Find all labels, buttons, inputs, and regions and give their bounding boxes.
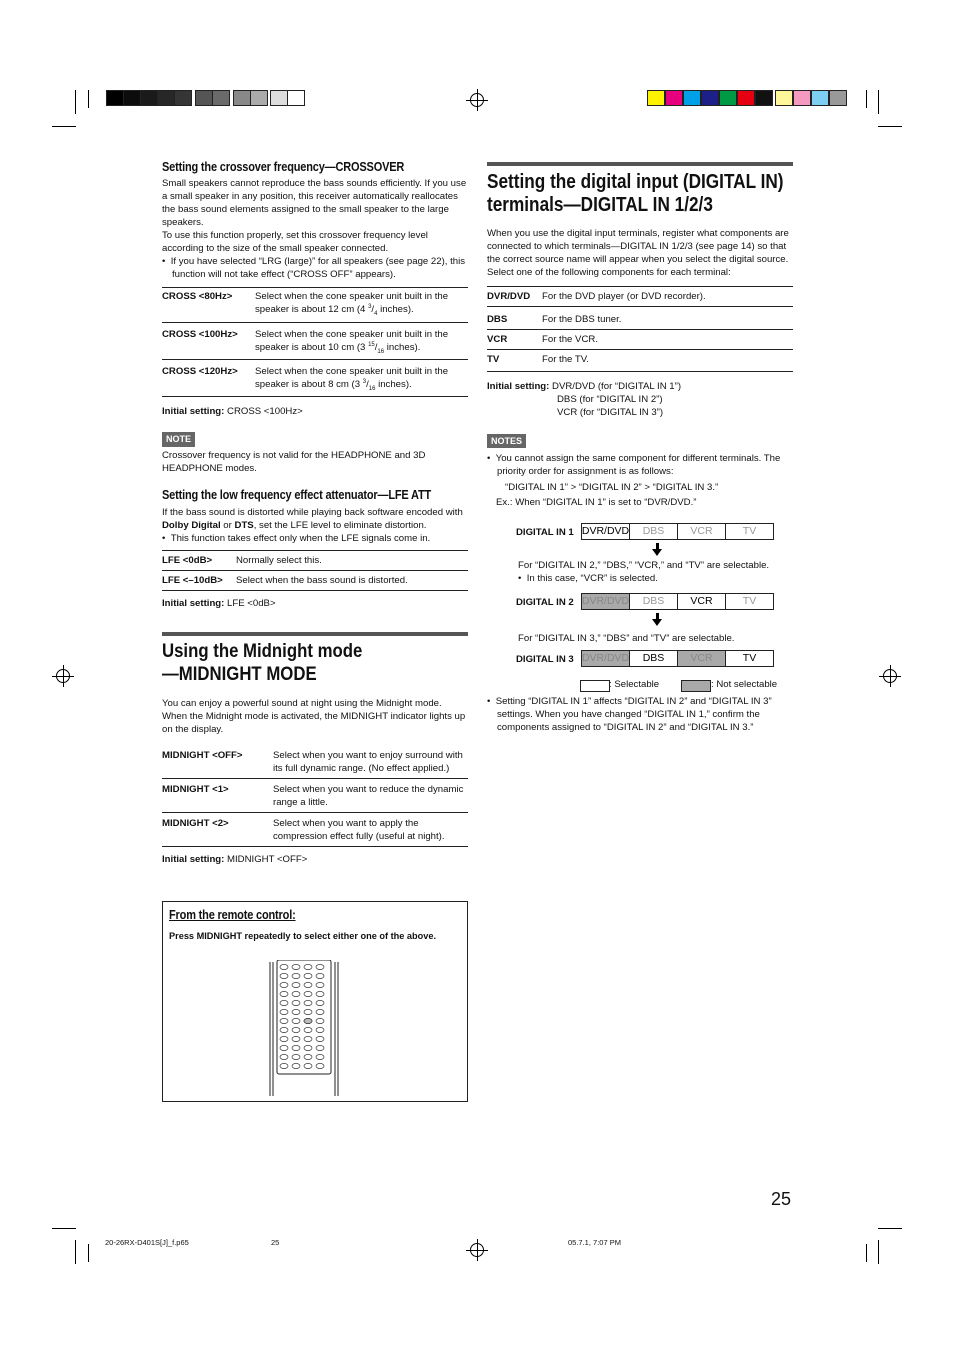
page-number: 25 bbox=[771, 1189, 792, 1209]
component-row bbox=[487, 307, 793, 330]
midnight-initial-setting: Initial setting: MIDNIGHT <OFF> bbox=[162, 854, 308, 866]
diagram-row-2 bbox=[582, 593, 774, 610]
component-option: DBS bbox=[487, 314, 508, 326]
diagram-row-label: DIGITAL IN 1 bbox=[516, 527, 574, 538]
digital-in-title: Setting the digital input (DIGITAL IN) terminals—DIGITAL IN 1/2/3 bbox=[487, 171, 784, 216]
lfe-initial-setting: Initial setting: LFE <0dB> bbox=[162, 598, 276, 610]
registration-mark-left bbox=[56, 669, 70, 683]
note-badge: NOTE bbox=[162, 432, 195, 446]
midnight-desc: Select when you want to apply the compression effect fully (useful at night). bbox=[273, 818, 445, 843]
option-tv: TV bbox=[725, 650, 774, 667]
remote-heading: From the remote control: bbox=[169, 908, 296, 922]
crossover-initial-setting: Initial setting: CROSS <100Hz> bbox=[162, 406, 303, 418]
section-rule bbox=[162, 632, 468, 636]
crossover-heading: Setting the crossover frequency—CROSSOVER bbox=[162, 160, 405, 174]
crossover-body-2: To use this function properly, set this crossover frequency level according to the size of the small speaker connected. bbox=[162, 230, 428, 255]
midnight-option: MIDNIGHT <2> bbox=[162, 818, 229, 830]
midnight-table bbox=[162, 747, 468, 847]
diagram-row-label: DIGITAL IN 2 bbox=[516, 597, 574, 608]
crossover-row bbox=[162, 288, 468, 322]
right-column bbox=[487, 162, 793, 509]
component-row bbox=[487, 287, 793, 307]
component-desc: For the VCR. bbox=[542, 334, 598, 346]
crossover-option: CROSS <120Hz> bbox=[162, 365, 238, 377]
option-vcr: VCR bbox=[677, 593, 726, 610]
remote-control-illustration bbox=[269, 960, 339, 1096]
lfe-body: If the bass sound is distorted while playing back software encoded with Dolby Digital or DTS, set the LFE level to eliminate distortion. bbox=[162, 506, 463, 531]
remote-control-box bbox=[162, 901, 468, 1102]
lfe-heading: Setting the low frequency effect attenuator—LFE ATT bbox=[162, 487, 432, 502]
crossover-desc: Select when the cone speaker unit built in the speaker is about 10 cm (3 $^{15}/_{16}$ inches). bbox=[255, 328, 449, 355]
option-dbs: DBS bbox=[629, 523, 678, 540]
legend-not-selectable: : Not selectable bbox=[711, 679, 778, 690]
lfe-desc: Select when the bass sound is distorted. bbox=[236, 575, 408, 587]
footer-file: 20-26RX-D401S[J]_f.p65 bbox=[105, 1238, 189, 1247]
lfe-bullet: • This function takes effect only when the LFE signals come in. bbox=[162, 532, 431, 544]
lfe-row bbox=[162, 571, 468, 591]
lfe-option: LFE <0dB> bbox=[162, 555, 213, 567]
registration-mark-top bbox=[470, 93, 484, 107]
component-desc: For the DVD player (or DVD recorder). bbox=[542, 291, 706, 303]
option-dbs: DBS bbox=[629, 650, 678, 667]
component-desc: For the TV. bbox=[542, 354, 589, 366]
footer-date: 05.7.1, 7:07 PM bbox=[568, 1238, 621, 1247]
midnight-row bbox=[162, 779, 468, 813]
component-row bbox=[487, 350, 793, 372]
midnight-desc: Select when you want to reduce the dynamic range a little. bbox=[273, 784, 464, 809]
crossover-body: Small speakers cannot reproduce the bass sounds efficiently. If you use a small speaker in any position, this receiver automatically reallocates the bass sound elements assigned to the small speaker to the large speakers. bbox=[162, 178, 467, 229]
diagram-caption-2-bullet: • In this case, “VCR” is selected. bbox=[518, 573, 658, 584]
diagram-row-1 bbox=[582, 523, 774, 540]
digital-in-diagram bbox=[487, 520, 793, 720]
registration-mark-bottom bbox=[470, 1243, 484, 1257]
lfe-option: LFE <–10dB> bbox=[162, 575, 223, 587]
component-desc: For the DBS tuner. bbox=[542, 314, 622, 326]
digital-in-body-2: Select one of the following components for each terminal: bbox=[487, 267, 731, 279]
left-column bbox=[162, 159, 468, 866]
option-vcr: VCR bbox=[677, 650, 726, 667]
diagram-caption-3: For “DIGITAL IN 3,” “DBS” and “TV” are selectable. bbox=[518, 633, 735, 644]
midnight-title: Using the Midnight mode —MIDNIGHT MODE bbox=[162, 640, 363, 685]
remote-instruction: Press MIDNIGHT repeatedly to select either one of the above. bbox=[169, 931, 437, 941]
registration-mark-right bbox=[883, 669, 897, 683]
footer-page: 25 bbox=[271, 1238, 280, 1247]
down-arrow-icon bbox=[652, 619, 662, 626]
component-option: DVR/DVD bbox=[487, 291, 531, 303]
example-line: Ex.: When “DIGITAL IN 1” is set to “DVR/DVD.” bbox=[496, 496, 697, 508]
option-dvr-dvd: DVR/DVD bbox=[581, 523, 630, 540]
notes-badge: NOTES bbox=[487, 434, 526, 448]
diagram-caption-2: For “DIGITAL IN 2,” “DBS,” “VCR,” and “TV” are selectable. bbox=[518, 560, 770, 571]
digital-in-body: When you use the digital input terminals, register what components are connected to which terminals—DIGITAL IN 1/2/3 (see page 14) so that the correct source name will appear when you select the digital source. bbox=[487, 228, 789, 266]
midnight-row bbox=[162, 747, 468, 779]
crossover-table bbox=[162, 287, 468, 397]
crossover-row bbox=[162, 322, 468, 359]
section-rule bbox=[487, 162, 793, 166]
midnight-option: MIDNIGHT <OFF> bbox=[162, 750, 243, 762]
component-row bbox=[487, 330, 793, 350]
lfe-desc: Normally select this. bbox=[236, 555, 322, 567]
legend-selectable-swatch bbox=[580, 680, 610, 692]
legend-selectable: : Selectable bbox=[609, 679, 660, 690]
priority-order: “DIGITAL IN 1” > “DIGITAL IN 2” > “DIGITAL IN 3.” bbox=[505, 481, 719, 493]
midnight-desc: Select when you want to enjoy surround with its full dynamic range. (No effect applied.) bbox=[273, 750, 463, 775]
note-priority: • You cannot assign the same component for different terminals. The priority order for assignment is as follows: bbox=[487, 452, 781, 477]
crossover-desc: Select when the cone speaker unit built in the speaker is about 12 cm (4 $^3/_4$ inches). bbox=[255, 291, 449, 318]
component-option: VCR bbox=[487, 334, 508, 346]
crossover-row bbox=[162, 359, 468, 396]
option-dbs: DBS bbox=[629, 593, 678, 610]
crossover-note: Crossover frequency is not valid for the HEADPHONE and 3D HEADPHONE modes. bbox=[162, 449, 426, 474]
midnight-body: You can enjoy a powerful sound at night using the Midnight mode. When the Midnight mode is activated, the MIDNIGHT indicator lights up on the display. bbox=[162, 698, 466, 736]
option-vcr: VCR bbox=[677, 523, 726, 540]
crossover-option: CROSS <100Hz> bbox=[162, 328, 238, 340]
note-digital-in-1: • Setting “DIGITAL IN 1” affects “DIGITAL IN 2” and “DIGITAL IN 3” settings. When you have changed “DIGITAL IN 1,” confirm the components assigned to “DIGITAL IN 2” and “DIGITAL IN 3.” bbox=[487, 696, 772, 734]
digital-in-initial-setting: Initial setting: DVR/DVD (for “DIGITAL IN 1”) DBS (for “DIGITAL IN 2”) VCR (for “DIGITAL IN 3”) bbox=[487, 381, 682, 419]
option-tv: TV bbox=[725, 523, 774, 540]
component-table bbox=[487, 286, 793, 372]
midnight-option: MIDNIGHT <1> bbox=[162, 784, 229, 796]
diagram-row-label: DIGITAL IN 3 bbox=[516, 654, 574, 665]
midnight-row bbox=[162, 813, 468, 847]
component-option: TV bbox=[487, 354, 500, 366]
option-tv: TV bbox=[725, 593, 774, 610]
lfe-row bbox=[162, 551, 468, 571]
down-arrow-icon bbox=[652, 549, 662, 556]
crossover-desc: Select when the cone speaker unit built in the speaker is about 8 cm (3 $^3/_{16}$ inches). bbox=[255, 365, 449, 393]
crossover-bullet: • If you have selected “LRG (large)” for all speakers (see page 22), this function will not take effect (“CROSS OFF” appears). bbox=[162, 256, 466, 281]
lfe-table bbox=[162, 550, 468, 591]
diagram-row-3 bbox=[582, 650, 774, 667]
option-dvr-dvd: DVR/DVD bbox=[581, 593, 630, 610]
option-dvr-dvd: DVR/DVD bbox=[581, 650, 630, 667]
legend-not-selectable-swatch bbox=[681, 680, 711, 692]
crossover-option: CROSS <80Hz> bbox=[162, 291, 233, 303]
